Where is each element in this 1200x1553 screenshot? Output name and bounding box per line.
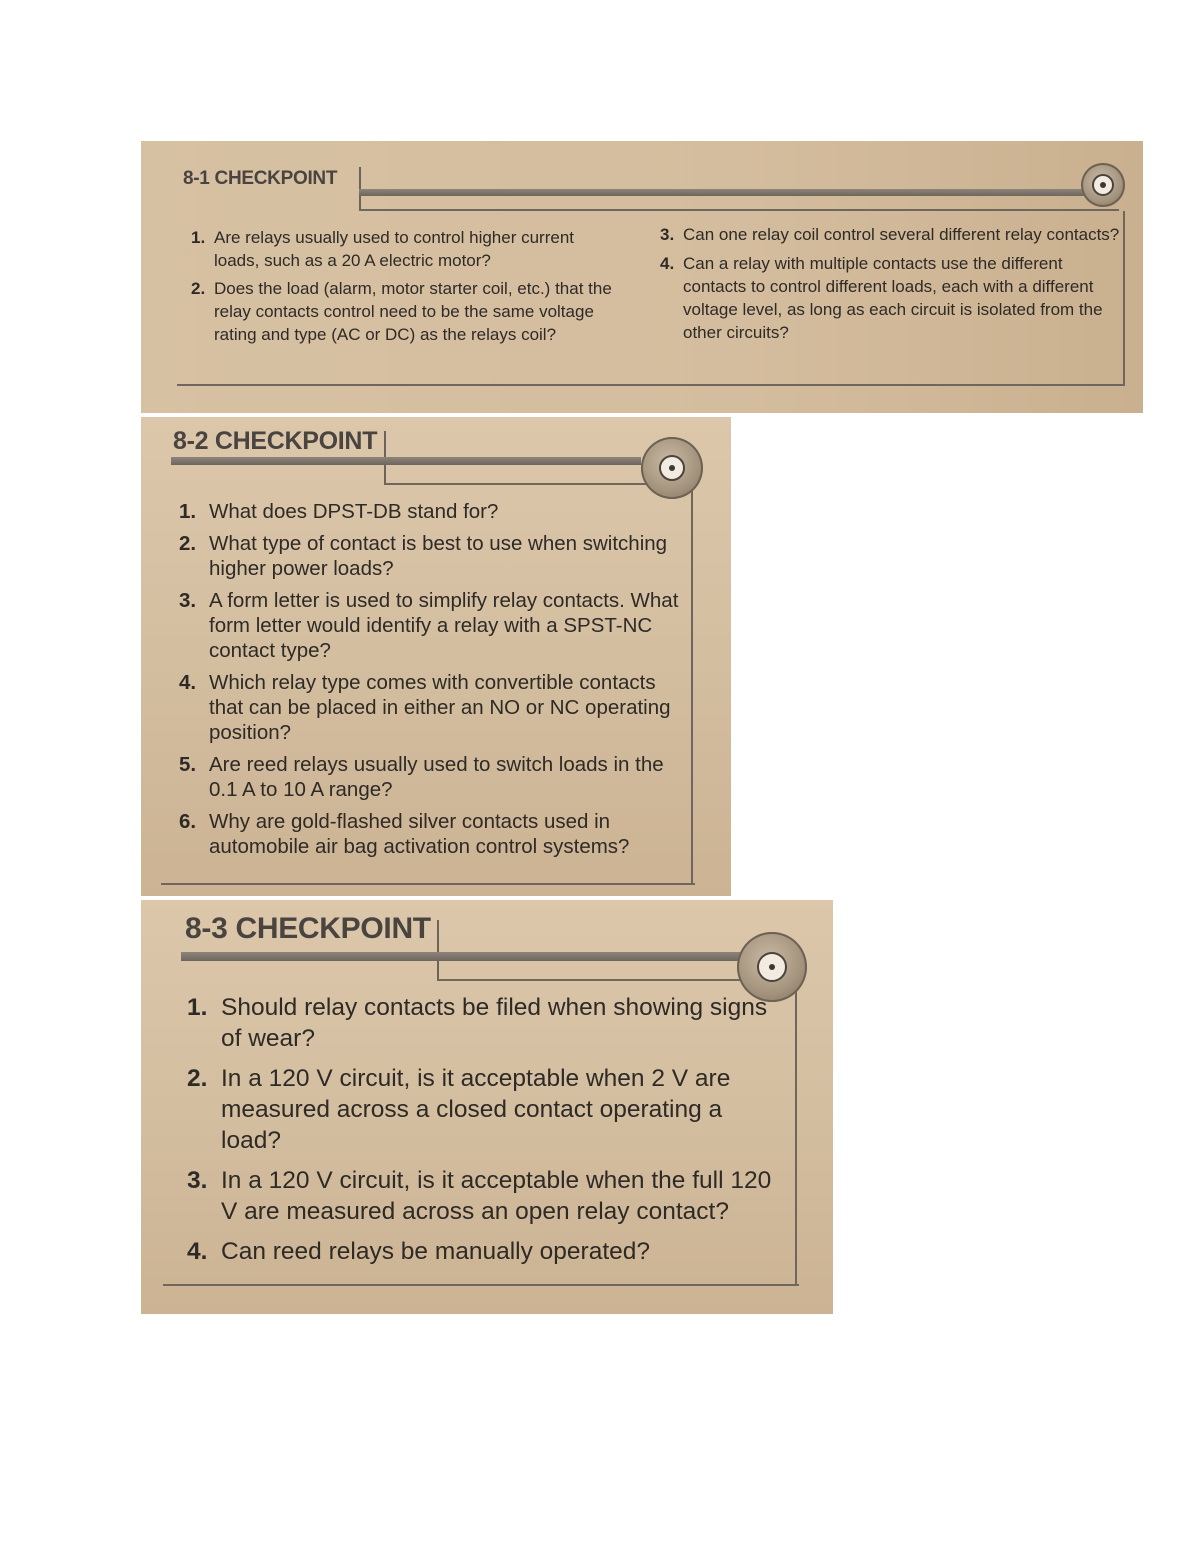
question-text: Are reed relays usually used to switch loads in the 0.1 A to 10 A range? bbox=[209, 753, 664, 801]
question-text: Can one relay coil control several different relay contacts? bbox=[683, 225, 1120, 244]
question-number: 4. bbox=[660, 254, 675, 273]
question-number: 3. bbox=[179, 589, 197, 612]
divider bbox=[795, 981, 797, 1286]
question-item bbox=[191, 277, 621, 346]
question-text: Can a relay with multiple contacts use the different contacts to control different loads, each with a different voltage level, as long as each circuit is isolated from the other circuits? bbox=[683, 254, 1103, 342]
question-item bbox=[187, 1165, 777, 1227]
question-item bbox=[660, 252, 1122, 344]
divider bbox=[171, 457, 641, 465]
question-item bbox=[179, 499, 679, 524]
question-number: 4. bbox=[179, 671, 197, 694]
question-text: In a 120 V circuit, is it acceptable when the full 120 V are measured across an open relay contact? bbox=[221, 1167, 772, 1225]
divider bbox=[691, 485, 693, 885]
question-item bbox=[179, 531, 679, 581]
question-number: 5. bbox=[179, 753, 197, 776]
question-number: 3. bbox=[660, 225, 675, 244]
question-text: Can reed relays be manually operated? bbox=[221, 1238, 651, 1265]
question-number: 6. bbox=[179, 810, 197, 833]
checkpoint-8-1-photo bbox=[141, 141, 1143, 413]
cd-disc-icon bbox=[641, 437, 703, 499]
question-text: Why are gold-flashed silver contacts used in automobile air bag activation control systems? bbox=[209, 810, 630, 858]
divider bbox=[359, 209, 1119, 211]
divider bbox=[1123, 211, 1125, 386]
question-text: Which relay type comes with convertible contacts that can be placed in either an NO or NC operating position? bbox=[209, 671, 671, 744]
question-item bbox=[179, 752, 679, 802]
question-text: Does the load (alarm, motor starter coil, etc.) that the relay contacts control need to be the same voltage rating and type (AC or DC) as the relays coil? bbox=[214, 279, 612, 344]
question-item bbox=[187, 1236, 777, 1267]
question-text: What does DPST-DB stand for? bbox=[209, 500, 499, 523]
question-item bbox=[179, 809, 679, 859]
section-title: 8-1 CHECKPOINT bbox=[183, 168, 338, 189]
question-number: 1. bbox=[187, 994, 208, 1021]
question-number: 1. bbox=[179, 500, 197, 523]
question-list bbox=[187, 992, 777, 1276]
divider bbox=[163, 1284, 799, 1286]
question-number: 2. bbox=[179, 532, 197, 555]
divider bbox=[437, 920, 439, 980]
question-item bbox=[660, 223, 1122, 246]
question-number: 3. bbox=[187, 1167, 208, 1194]
divider bbox=[161, 883, 695, 885]
cd-disc-icon bbox=[1081, 163, 1125, 207]
question-text: What type of contact is best to use when switching higher power loads? bbox=[209, 532, 668, 580]
divider bbox=[181, 952, 741, 961]
question-number: 1. bbox=[191, 228, 206, 247]
question-list-left bbox=[191, 226, 621, 351]
section-title: 8-2 CHECKPOINT bbox=[173, 427, 378, 455]
question-item bbox=[191, 226, 621, 272]
question-text: Are relays usually used to control higher current loads, such as a 20 A electric motor? bbox=[214, 228, 575, 270]
question-list bbox=[179, 499, 679, 866]
question-list-right bbox=[660, 223, 1122, 350]
question-item bbox=[187, 1063, 777, 1156]
question-item bbox=[187, 992, 777, 1054]
checkpoint-8-2-photo bbox=[141, 417, 731, 896]
divider bbox=[177, 384, 1125, 386]
question-number: 4. bbox=[187, 1238, 208, 1265]
question-number: 2. bbox=[191, 279, 206, 298]
question-text: Should relay contacts be filed when showing signs of wear? bbox=[221, 994, 768, 1052]
question-text: In a 120 V circuit, is it acceptable when 2 V are measured across a closed contact operating a load? bbox=[221, 1065, 731, 1154]
checkpoint-8-3-photo bbox=[141, 900, 833, 1314]
section-title: 8-3 CHECKPOINT bbox=[185, 912, 431, 945]
question-item bbox=[179, 670, 679, 745]
question-number: 2. bbox=[187, 1065, 208, 1092]
question-text: A form letter is used to simplify relay contacts. What form letter would identify a relay with a SPST-NC contact type? bbox=[209, 589, 679, 662]
question-item bbox=[179, 588, 679, 663]
divider bbox=[359, 189, 1094, 196]
